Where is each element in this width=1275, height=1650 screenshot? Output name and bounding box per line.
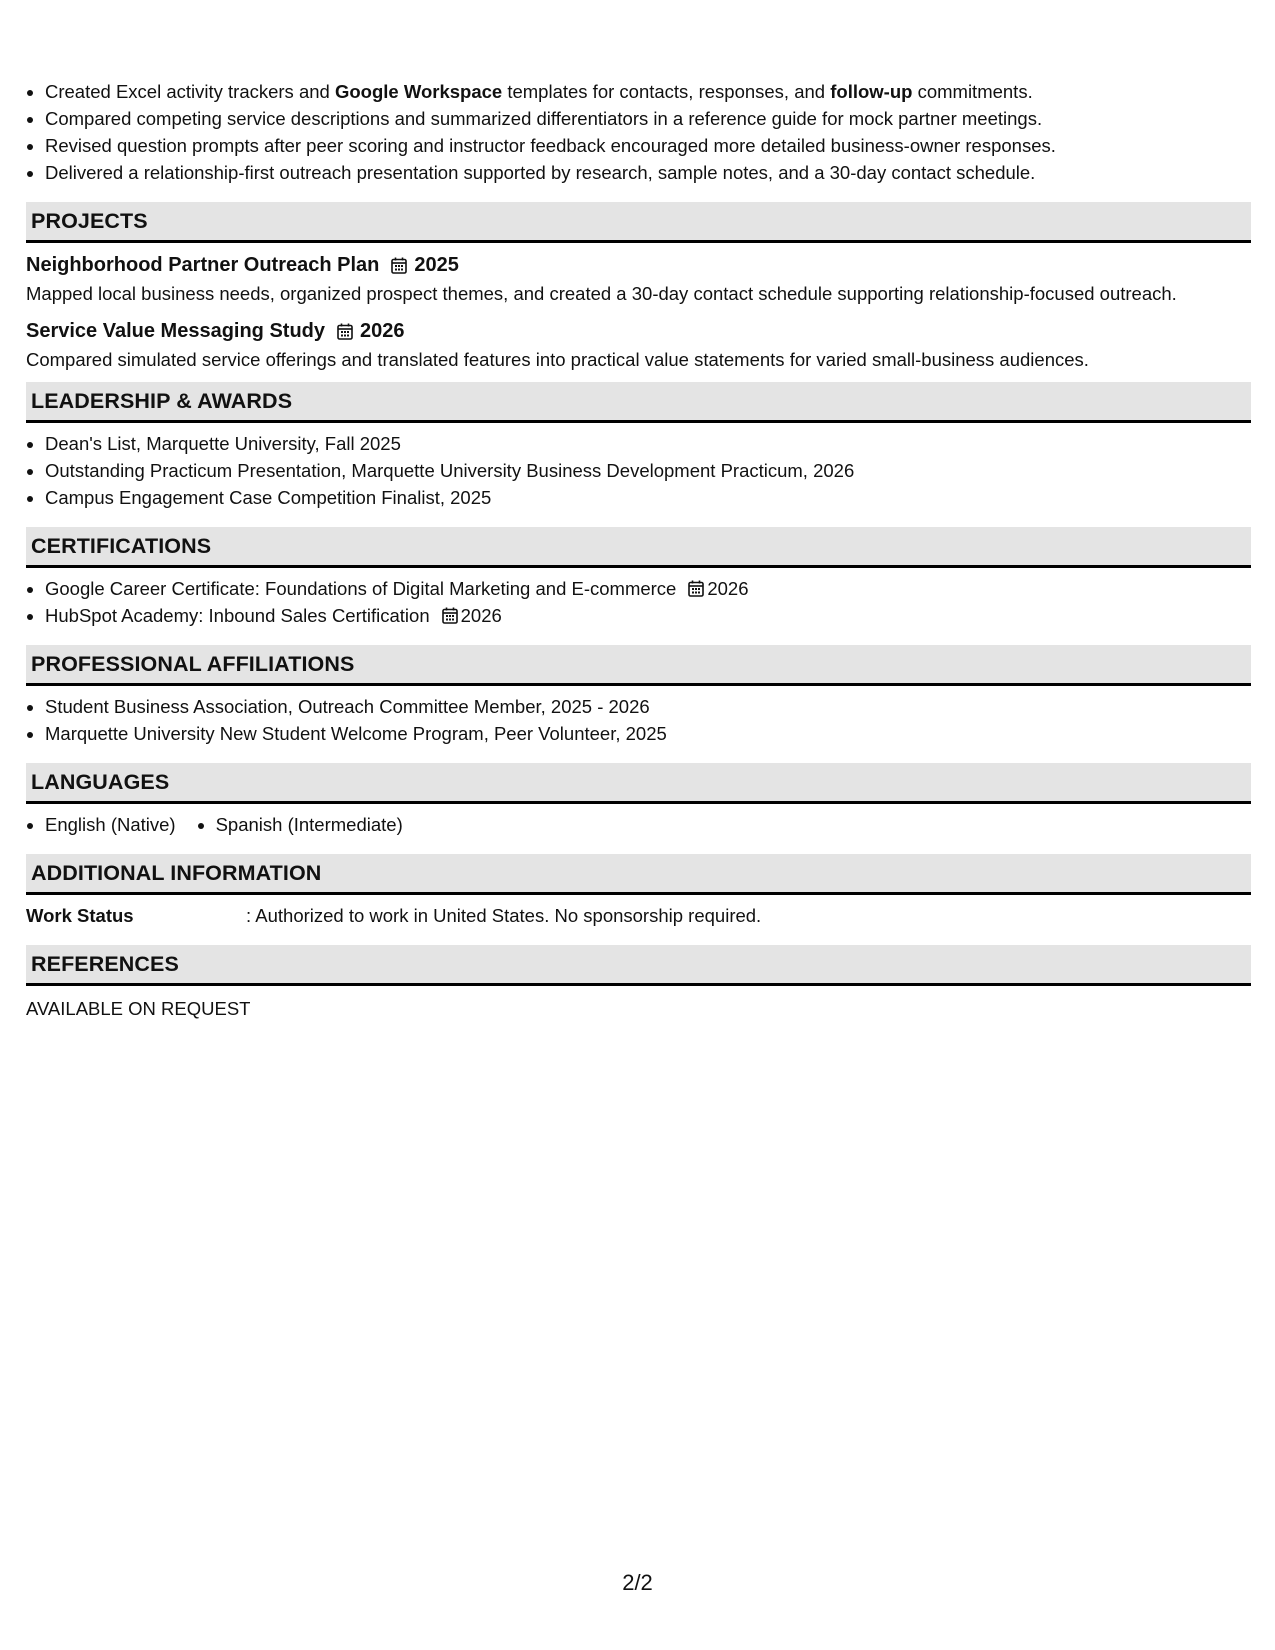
project-title: Service Value Messaging Study 2026 [26,316,1251,346]
certification-date: 2026 [460,605,502,626]
list-item: • Student Business Association, Outreach Committee Member, 2025 - 2026 [45,693,1251,720]
section-heading-leadership: LEADERSHIP & AWARDS [26,382,1251,423]
list-item: • Dean's List, Marquette University, Fall 2025 [45,430,1251,457]
leadership-list [26,430,1251,511]
certification-date: 2026 [707,578,749,599]
section-heading-certifications: CERTIFICATIONS [26,527,1251,568]
languages-list [26,811,443,838]
list-item: • Spanish (Intermediate) [216,811,403,838]
project-date: 2026 [360,320,405,342]
page-number: 2/2 [622,1570,653,1595]
list-item: • Outstanding Practicum Presentation, Marquette University Business Development Practicum, 2026 [45,457,1251,484]
list-item: • English (Native) [45,811,176,838]
experience-bullets [26,78,1251,186]
list-item: • Marquette University New Student Welcome Program, Peer Volunteer, 2025 [45,720,1251,747]
section-heading-affiliations: PROFESSIONAL AFFILIATIONS [26,645,1251,686]
project-description: Compared simulated service offerings and translated features into practical value statements for varied small-business audiences. [26,349,1089,370]
project-item [26,316,1251,373]
references-text: AVAILABLE ON REQUEST [26,998,251,1019]
project-title: Neighborhood Partner Outreach Plan 2025 [26,250,1251,280]
certifications-list [26,575,1251,629]
calendar-icon [688,580,704,597]
section-heading-additional-information: ADDITIONAL INFORMATION [26,854,1251,895]
experience-bullet: • Created Excel activity trackers and Google Workspace templates for contacts, responses, and follow-up commitments. [45,78,1251,105]
work-status-row [26,902,1251,929]
list-item: • HubSpot Academy: Inbound Sales Certification 2026 [45,602,1251,629]
experience-bullet: • Delivered a relationship-first outreach presentation supported by research, sample notes, and a 30-day contact schedule. [45,159,1251,186]
experience-bullet: • Compared competing service descriptions and summarized differentiators in a reference guide for mock partner meetings. [45,105,1251,132]
project-description: Mapped local business needs, organized prospect themes, and created a 30-day contact schedule supporting relationship-focused outreach. [26,283,1177,304]
project-date: 2025 [414,254,459,276]
work-status-value: : Authorized to work in United States. No sponsorship required. [246,905,762,926]
resume-page-2 [26,78,1251,1022]
work-status-label: Work Status [26,905,134,926]
section-heading-references: REFERENCES [26,945,1251,986]
calendar-icon [442,607,458,624]
affiliations-list [26,693,1251,747]
calendar-icon [391,257,407,274]
list-item: • Campus Engagement Case Competition Finalist, 2025 [45,484,1251,511]
project-item [26,250,1251,307]
section-heading-languages: LANGUAGES [26,763,1251,804]
list-item: • Google Career Certificate: Foundations of Digital Marketing and E-commerce 2026 [45,575,1251,602]
section-heading-projects: PROJECTS [26,202,1251,243]
languages-row [26,811,1251,838]
calendar-icon [337,323,353,340]
experience-bullet: • Revised question prompts after peer scoring and instructor feedback encouraged more detailed business-owner responses. [45,132,1251,159]
